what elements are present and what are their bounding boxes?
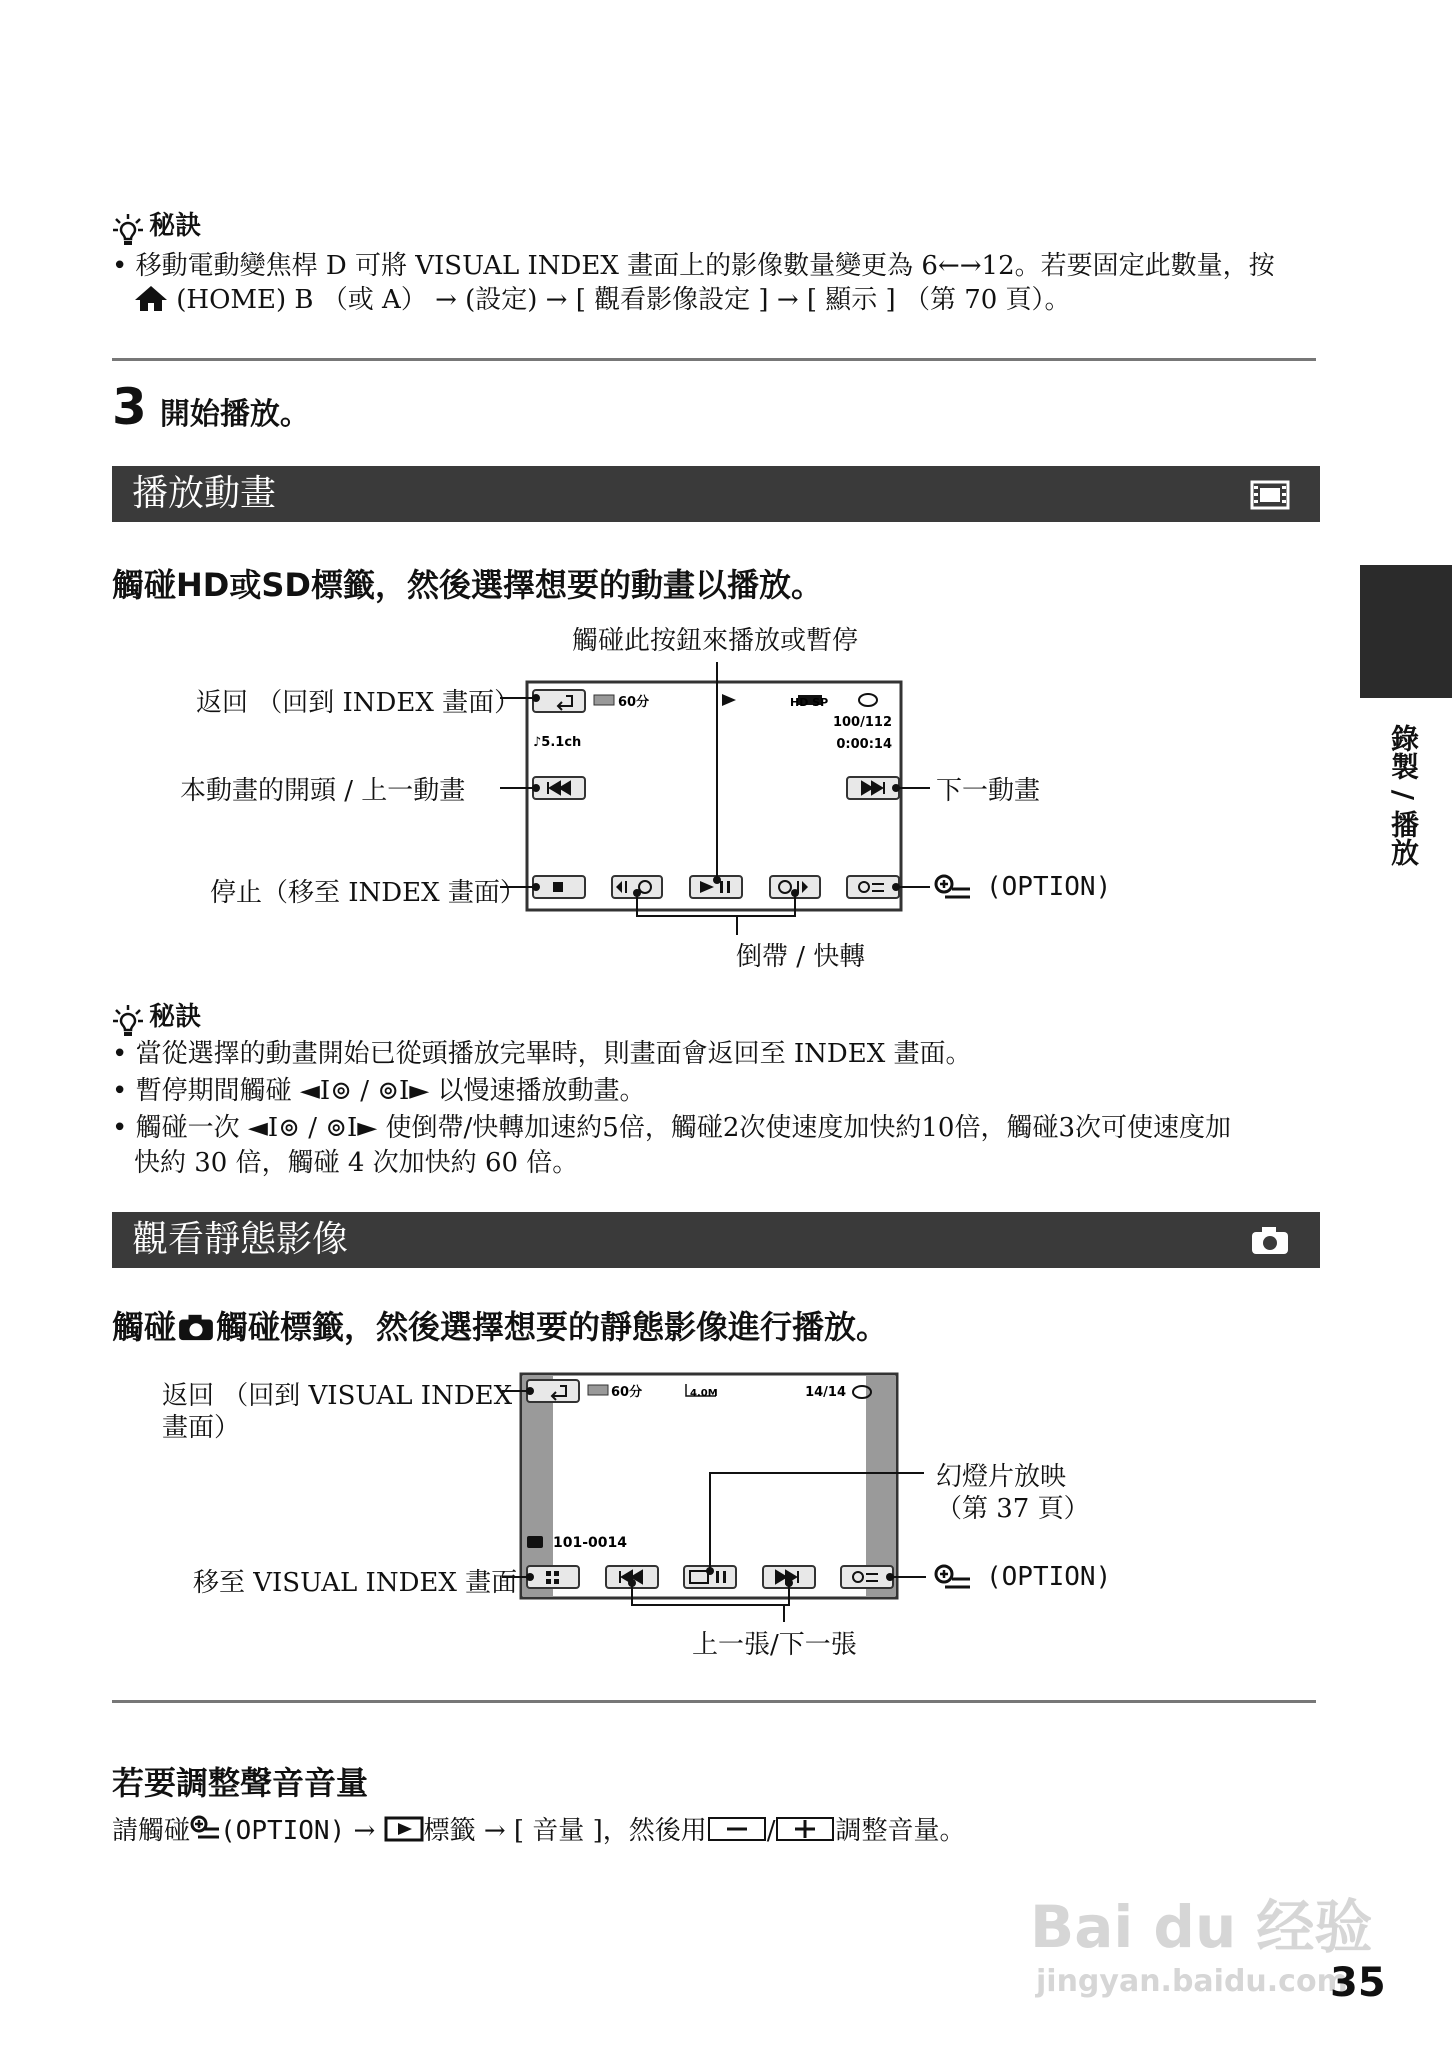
label-play-pause: 觸碰此按鈕來播放或暫停 bbox=[572, 626, 859, 656]
option-icon bbox=[936, 876, 970, 897]
file-text: 101-0014 bbox=[553, 1535, 627, 1551]
option-button[interactable] bbox=[841, 1566, 893, 1588]
audio-text: ♪5.1ch bbox=[533, 735, 582, 750]
tip2-bullet-3: • 觸碰一次 ◄I⊚ / ⊚I► 使倒帶/快轉加速約5倍，觸碰2次使速度加快約10倍，觸碰3次可使速度加 bbox=[112, 1113, 1231, 1143]
divider bbox=[112, 358, 1316, 361]
counter-text: 100/112 bbox=[832, 715, 892, 730]
section-bar-still: 觀看靜態影像 bbox=[112, 1212, 1320, 1268]
volume-title: 若要調整聲音音量 bbox=[112, 1764, 369, 1802]
side-tab-text: 錄製 / 播放 bbox=[1387, 724, 1420, 866]
option-button[interactable] bbox=[847, 876, 899, 898]
back-button[interactable] bbox=[533, 690, 585, 712]
side-tab bbox=[1360, 565, 1452, 698]
label-option: (OPTION) bbox=[986, 872, 1112, 902]
size-text: 4.0M bbox=[690, 1388, 718, 1399]
label-slideshow-2: （第 37 頁） bbox=[936, 1494, 1090, 1524]
play-tab-icon bbox=[384, 1815, 424, 1843]
quality-text: HD SP bbox=[790, 696, 829, 709]
option-icon bbox=[190, 1815, 220, 1843]
label-rew-ff: 倒帶 / 快轉 bbox=[736, 942, 866, 972]
divider bbox=[112, 1700, 1316, 1703]
home-icon bbox=[134, 284, 168, 312]
volume-plus-button[interactable] bbox=[775, 1815, 835, 1843]
label-stop: 停止（移至 INDEX 畫面） bbox=[210, 878, 526, 908]
label-prev-next: 上一張/下一張 bbox=[692, 1630, 857, 1660]
label-prev: 本動畫的開頭 / 上一動畫 bbox=[180, 776, 466, 806]
time-text: 0:00:14 bbox=[836, 737, 892, 752]
tip-title: 秘訣 bbox=[149, 1002, 202, 1032]
lightbulb-icon bbox=[112, 1004, 144, 1038]
visual-index-button[interactable] bbox=[527, 1566, 579, 1588]
film-icon bbox=[1250, 480, 1290, 510]
tip1-line1: • 移動電動變焦桿 D 可將 VISUAL INDEX 畫面上的影像數量變更為 6←→12。若要固定此數量，按 bbox=[112, 251, 1275, 281]
label-next: 下一動畫 bbox=[936, 776, 1041, 806]
label-back: 返回 （回到 INDEX 畫面） bbox=[196, 688, 521, 718]
label-option-still: (OPTION) bbox=[986, 1562, 1112, 1592]
volume-minus-button[interactable] bbox=[707, 1815, 767, 1843]
camera-icon bbox=[176, 1312, 216, 1342]
label-back-vi-1: 返回 （回到 VISUAL INDEX bbox=[162, 1381, 513, 1411]
tip-title: 秘訣 bbox=[149, 211, 202, 241]
option-icon bbox=[936, 1566, 970, 1587]
tip2-bullet-3-cont: 快約 30 倍，觸碰 4 次加快約 60 倍。 bbox=[134, 1148, 579, 1178]
back-button[interactable] bbox=[527, 1380, 579, 1402]
tip2-bullet-2: • 暫停期間觸碰 ◄I⊚ / ⊚I► 以慢速播放動畫。 bbox=[112, 1076, 646, 1106]
label-visual-index: 移至 VISUAL INDEX 畫面 bbox=[193, 1568, 518, 1598]
tip1-line2: (HOME) B （或 A） → (設定) → [ 觀看影像設定 ] → [ 顯示 ] （第 70 頁）。 bbox=[134, 282, 1071, 318]
battery-icon bbox=[594, 695, 614, 705]
battery-text: 60分 bbox=[618, 695, 650, 710]
camera-small-icon bbox=[527, 1536, 543, 1548]
movie-instruction: 觸碰HD或SD標籤，然後選擇想要的動畫以播放。 bbox=[112, 566, 823, 604]
lightbulb-icon bbox=[112, 213, 144, 247]
watermark-brand: Bai du 经验 bbox=[1030, 1893, 1373, 1961]
still-instruction: 觸碰 觸碰標籤，然後選擇想要的靜態影像進行播放。 bbox=[112, 1308, 889, 1346]
watermark-url: jingyan.baidu.com bbox=[1036, 1964, 1348, 1999]
step-3: 3 開始播放。 bbox=[112, 378, 310, 436]
battery-text: 60分 bbox=[611, 1385, 643, 1400]
counter-text: 14/14 bbox=[805, 1385, 846, 1400]
tip-header bbox=[112, 205, 201, 247]
page-number: 35 bbox=[1330, 1960, 1386, 2006]
label-slideshow-1: 幻燈片放映 bbox=[936, 1462, 1067, 1492]
tip2-header bbox=[112, 996, 201, 1038]
section-bar-movie: 播放動畫 bbox=[112, 466, 1320, 522]
tip2-bullet-1: • 當從選擇的動畫開始已從頭播放完畢時，則畫面會返回至 INDEX 畫面。 bbox=[112, 1039, 972, 1069]
label-back-vi-2: 畫面） bbox=[162, 1413, 241, 1443]
camera-icon bbox=[1250, 1224, 1290, 1256]
battery-icon bbox=[588, 1385, 608, 1395]
volume-text: 請觸碰 (OPTION) → 標籤 → [ 音量 ]，然後用 / 調整音量。 bbox=[112, 1816, 966, 1846]
